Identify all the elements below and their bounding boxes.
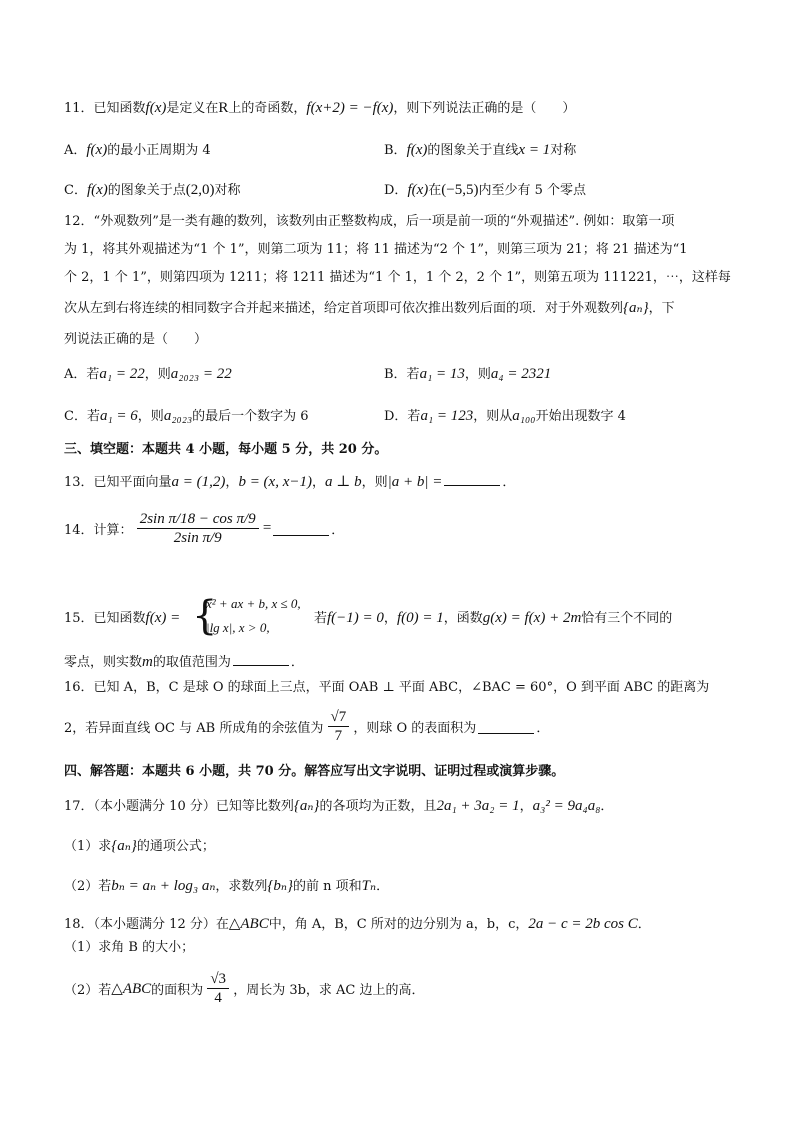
- q18-stem: 18．（本小题满分 12 分）在△ABC中，角 A，B，C 所对的边分别为 a，b，c，2a − c = 2b cos C．: [64, 916, 651, 932]
- q12-line2: 为 1，将其外观描述为“1 个 1”，则第二项为 11；将 11 描述为“2 个 1”，则第三项为 21；将 21 描述为“1: [64, 242, 688, 257]
- q15-line1: 15．已知函数f(x) = { x² + ax + b, x ≤ 0, |lg x|, x > 0, 若f(−1) = 0，f(0) = 1，函数g(x) = f(x) + 2m恰有三个不同的: [64, 593, 673, 639]
- section-4-heading: 四、解答题：本题共 6 小题，共 70 分。解答应写出文字说明、证明过程或演算步骤。: [64, 764, 565, 779]
- q15-line2: 零点，则实数m的取值范围为 ．: [64, 654, 304, 670]
- q11-option-c: C．f(x)的图象关于点(2,0)对称: [64, 182, 241, 198]
- q18-part1: （1）求角 B 的大小；: [64, 940, 195, 955]
- q16-fraction: $\frac{√7}{7}$: [328, 708, 350, 745]
- q17-part1: （1）求{aₙ}的通项公式；: [64, 838, 215, 854]
- q12-option-d: D．若a₁ = 123，则从a₁₀₀开始出现数字 4: [384, 408, 626, 424]
- q17-stem: 17．（本小题满分 10 分）已知等比数列{aₙ}的各项均为正数，且2a₁ + 3a₂ = 1，a₃² = 9a₄a₈．: [64, 798, 614, 814]
- q11-option-a: A．f(x)的最小正周期为 4: [64, 142, 211, 158]
- q16-line2: 2，若异面直线 OC 与 AB 所成角的余弦值为 $\frac{√7}{7}$ ，则球 O 的表面积为 ．: [64, 709, 550, 744]
- q12-line1: 12．“外观数列”是一类有趣的数列，该数列由正整数构成，后一项是前一项的“外观描述”. 例如：取第一项: [64, 214, 675, 229]
- answer-blank: [444, 472, 500, 486]
- q12-options-ab: [64, 364, 734, 385]
- answer-blank: [478, 720, 534, 734]
- q12-line3: 个 2，1 个 1”，则第四项为 1211；将 1211 描述为“1 个 1，1 个 2，2 个 1”，则第五项为 111221，⋯，这样每: [64, 270, 731, 285]
- q12-option-c: C．若a₁ = 6，则a₂₀₂₃的最后一个数字为 6: [64, 408, 309, 424]
- q11-options-cd: [64, 180, 734, 201]
- q11-option-d: D．f(x)在(−5,5)内至少有 5 个零点: [384, 182, 587, 198]
- brace-icon: {: [192, 593, 218, 639]
- q11-options-ab: [64, 140, 734, 161]
- q18-fraction: $\frac{√3}{4}$: [207, 970, 229, 1007]
- answer-blank: [233, 652, 289, 666]
- answer-blank: [273, 522, 329, 536]
- q16-line1: 16．已知 A，B，C 是球 O 的球面上三点，平面 OAB ⊥ 平面 ABC，∠BAC = 60°，O 到平面 ABC 的距离为: [64, 680, 710, 695]
- q12-option-a: A．若a₁ = 22，则a₂₀₂₃ = 22: [64, 366, 232, 382]
- q13: 13．已知平面向量a = (1,2)，b = (x, x−1)，a ⊥ b，则|a + b| = ．: [64, 474, 516, 490]
- q12-line4: 次从左到右将连续的相同数字合并起来描述，给定首项即可依次推出数列后面的项．对于外观数列{aₙ}，下: [64, 300, 675, 316]
- q17-part2: （2）若bₙ = aₙ + log₃ aₙ，求数列{bₙ}的前 n 项和Tₙ．: [64, 878, 390, 894]
- q14: 14．计算： $\frac{\text{2sin π/18 − cos π/9}}{\text{2sin π/9}}$ = ．: [64, 511, 345, 546]
- section-3-heading: 三、填空题：本题共 4 小题，每小题 5 分，共 20 分。: [64, 442, 388, 457]
- q11-option-b: B．f(x)的图象关于直线x = 1对称: [384, 142, 577, 158]
- q18-part2: （2）若△ABC的面积为 $\frac{√3}{4}$ ，周长为 3b，求 AC 边上的高．: [64, 971, 425, 1006]
- q12-line5: 列说法正确的是（ ）: [64, 332, 208, 347]
- q14-fraction: $\frac{\text{2sin π/18 − cos π/9}}{\text{2sin π/9}}$: [137, 510, 259, 547]
- q11-stem: 11．已知函数f(x)是定义在R上的奇函数，f(x+2) = −f(x)，则下列说法正确的是（ ）: [64, 100, 576, 116]
- q12-option-b: B．若a₁ = 13，则a₄ = 2321: [384, 366, 552, 382]
- q12-options-cd: [64, 406, 734, 427]
